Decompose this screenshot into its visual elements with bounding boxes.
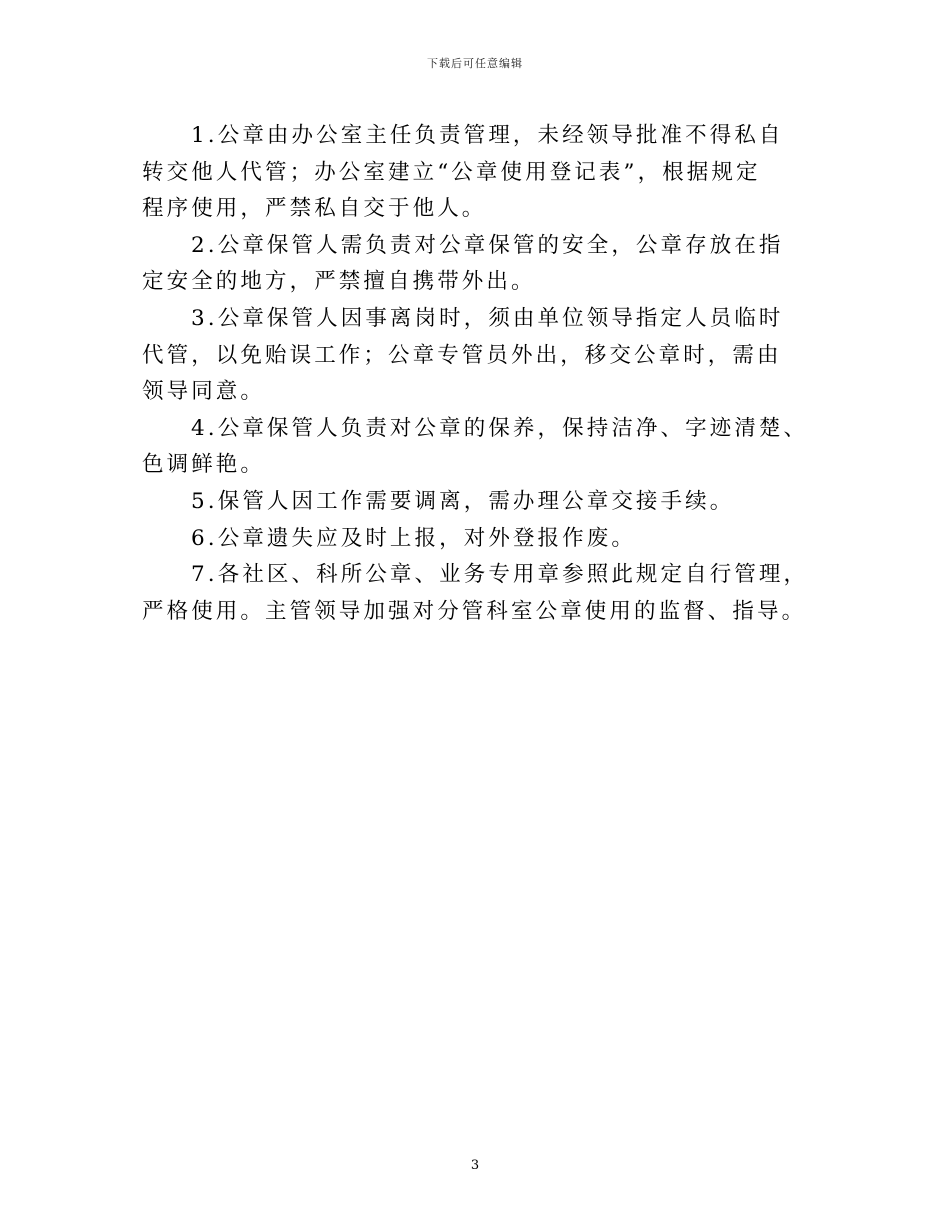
- paragraph-7: [142, 557, 842, 630]
- page-header-note: 下载后可任意编辑: [427, 57, 523, 70]
- paragraph-line: 4.公章保管人负责对公章的保养，保持洁净、字迹清楚、: [191, 415, 809, 441]
- paragraph-line: 严格使用。主管领导加强对分管科室公章使用的监督、指导。: [142, 598, 807, 624]
- paragraph-6: [142, 521, 842, 558]
- paragraph-2: [142, 228, 842, 301]
- document-body: [142, 118, 842, 630]
- paragraph-line: 6.公章遗失应及时上报，对外登报作废。: [191, 525, 636, 551]
- paragraph-4: [142, 411, 842, 484]
- paragraph-line: 程序使用，严禁私自交于他人。: [142, 196, 487, 222]
- paragraph-line: 2.公章保管人需负责对公章保管的安全，公章存放在指: [191, 232, 784, 258]
- paragraph-line: 7.各社区、科所公章、业务专用章参照此规定自行管理，: [191, 562, 809, 588]
- paragraph-1: [142, 118, 842, 228]
- paragraph-line: 色调鲜艳。: [142, 452, 266, 478]
- paragraph-line: 定安全的地方，严禁擅自携带外出。: [142, 269, 536, 295]
- paragraph-line: 代管，以免贻误工作；公章专管员外出，移交公章时，需由: [142, 342, 782, 368]
- paragraph-line: 转交他人代管；办公室建立“公章使用登记表”，根据规定: [142, 159, 761, 185]
- page-number: 3: [470, 1158, 480, 1173]
- paragraph-line: 领导同意。: [142, 379, 266, 405]
- paragraph-line: 1.公章由办公室主任负责管理，未经领导批准不得私自: [191, 123, 784, 148]
- paragraph-5: [142, 484, 842, 521]
- paragraph-line: 5.保管人因工作需要调离，需办理公章交接手续。: [191, 488, 735, 514]
- paragraph-3: [142, 301, 842, 411]
- paragraph-line: 3.公章保管人因事离岗时，须由单位领导指定人员临时: [191, 305, 784, 331]
